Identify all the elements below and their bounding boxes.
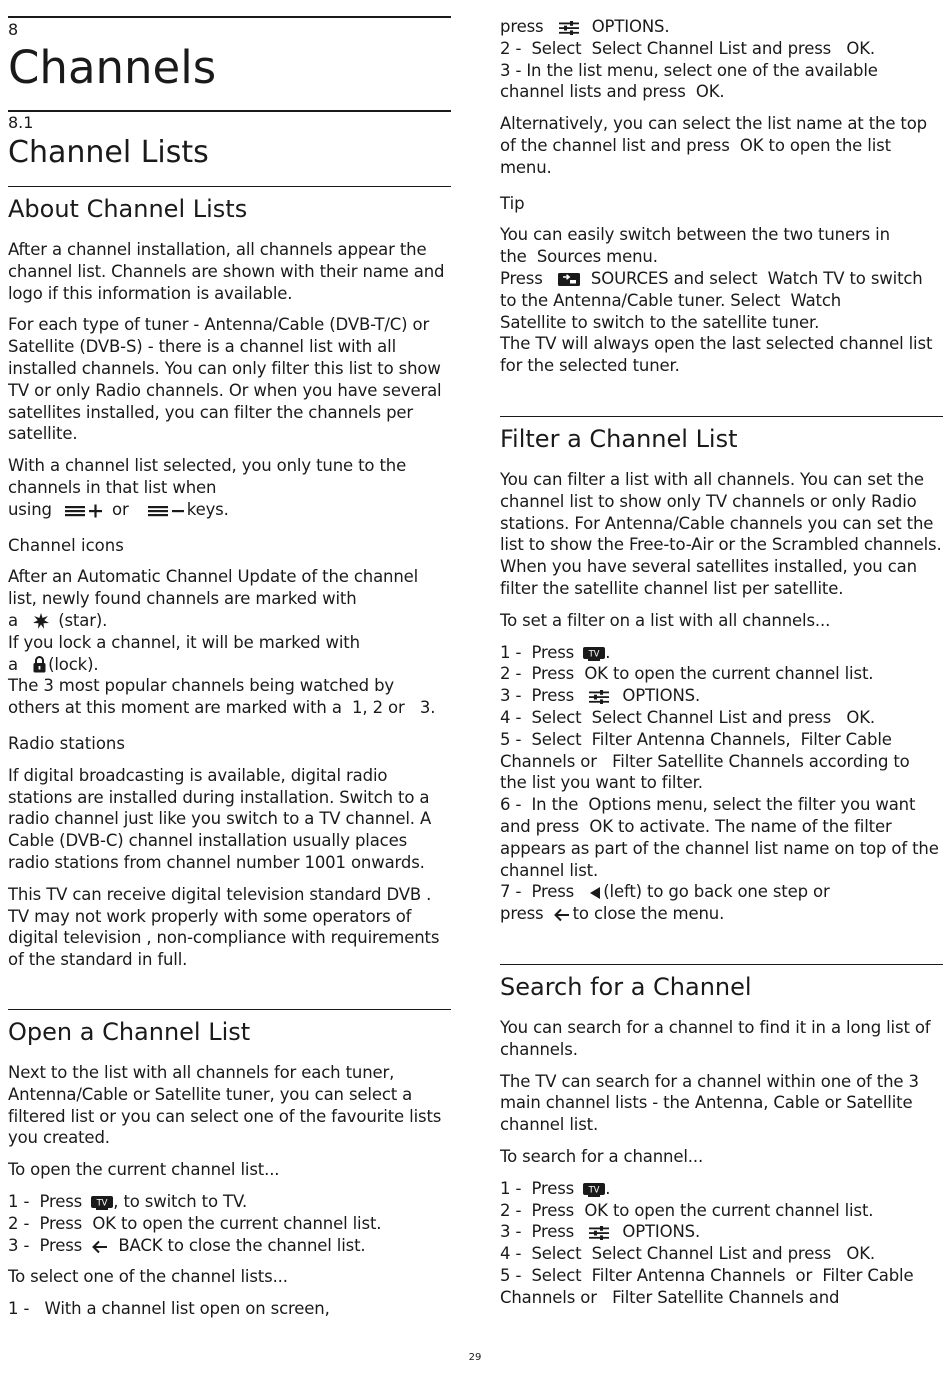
plus-icon (89, 504, 103, 518)
left-triangle-icon (589, 886, 601, 900)
filter-step-7: 7 - Press (left) to go back one step or (500, 882, 830, 902)
popular-2: 2 (372, 698, 383, 718)
about-heading: About Channel Lists (8, 195, 248, 223)
popular-1: 1 (352, 698, 363, 718)
open-select-step-3: 3 - In the list menu, select one of the available channel lists and press OK. (500, 60, 878, 102)
minus-icon (172, 504, 185, 518)
options-sliders-icon (559, 21, 579, 35)
search-step-5: 5 - Select Filter Antenna Channels or Filter Cable (500, 1265, 914, 1285)
search-step-4: 4 - Select Select Channel List and press OK. (500, 1244, 875, 1264)
popular-3: 3 (419, 698, 431, 718)
open-paragraph-2: To open the current channel list... (8, 1160, 280, 1180)
chapter-title: Channels (8, 41, 217, 94)
open-continued: press OPTIONS. 2 - Select Select Channel List and press OK. 3 - In the list menu, select one of the available channel lists and press OK. Alternatively, you can select the list name at the top of the channel list and press OK to open the list menu. Tip You can easily switch between the two tuners in the Sources menu. Press SOURCES and select Watch TV to switch to the Antenna/Cable tuner. Select Watch Satellite to switch to the satellite tuner. The TV will always open the last selected channel list for the selected tuner. (500, 16, 943, 377)
search-step-1: 1 - Press TV . (500, 1178, 611, 1198)
radio-paragraph-2: This TV can receive digital television standard DVB . TV may not work properly with some operators of digital television , non-compliance with requirements of the standard in full. (8, 884, 440, 970)
open-step-1: 1 - Press TV , to switch to TV. (8, 1191, 248, 1211)
lock-icon (33, 656, 46, 673)
radio-paragraph-1: If digital broadcasting is available, digital radio stations are installed during installation. Switch to a radio channel just like you switch to a TV channel. A Cable (DVB-C) channel installation usually places radio stations from channel number 1001 onwards. (8, 765, 432, 872)
about-paragraph-1: After a channel installation, all channels appear the channel list. Channels are shown with their name and logo if this information is available. (8, 240, 445, 303)
search-paragraph-1: You can search for a channel to find it in a long list of channels. (500, 1018, 931, 1059)
back-arrow-icon (91, 1240, 109, 1254)
tv-key-label: TV (96, 1198, 108, 1209)
filter-step-1: 1 - Press TV . (500, 642, 611, 662)
open-select-step-1: 1 - With a channel list open on screen, (8, 1299, 330, 1319)
tv-key-label: TV (588, 1185, 600, 1196)
sources-icon (558, 273, 580, 287)
open-rule (8, 1009, 451, 1010)
tip-title: Tip (500, 193, 525, 213)
filter-heading: Filter a Channel List (500, 425, 738, 453)
menu-icon (65, 504, 85, 518)
filter-step-5: 5 - Select Filter Antenna Channels, Filter Cable (500, 729, 892, 749)
section-rule (8, 110, 451, 112)
about-rule (8, 186, 451, 187)
section-number: 8.1 (8, 113, 34, 132)
section-title: Channel Lists (8, 135, 209, 170)
filter-step-2: 2 - Press OK to open the current channel list. (500, 664, 874, 684)
filter-step-4: 4 - Select Select Channel List and press OK. (500, 707, 875, 727)
open-body (8, 1062, 451, 1320)
about-paragraph-2: For each type of tuner - Antenna/Cable (DVB-T/C) or Satellite (DVB-S) - there is a channel list with all installed channels. You can only filter this list to show TV or only Radio channels. Or when you have several satellites installed, you can filter the channels per satellite. (8, 315, 442, 444)
search-paragraph-3: To search for a channel... (500, 1146, 704, 1166)
filter-paragraph-2: To set a filter on a list with all channels... (500, 610, 831, 630)
search-rule (500, 964, 943, 965)
search-paragraph-2: The TV can search for a channel within one of the 3 main channel lists - the Antenna, Cable or Satellite channel list. (500, 1071, 919, 1135)
about-keys-line: using or keys. (8, 499, 229, 519)
open-select-step-2: 2 - Select Select Channel List and press OK. (500, 38, 875, 58)
search-step-2: 2 - Press OK to open the current channel list. (500, 1200, 874, 1220)
menu-icon (148, 504, 168, 518)
radio-stations-title: Radio stations (8, 733, 125, 753)
open-heading: Open a Channel List (8, 1018, 251, 1046)
tv-key-label: TV (588, 649, 600, 660)
tv-key-icon (583, 1183, 605, 1197)
channel-icons-paragraph: After an Automatic Channel Update of the channel list, newly found channels are marked with (8, 567, 419, 609)
back-arrow-icon (553, 908, 571, 922)
filter-rule (500, 416, 943, 417)
open-alternative: Alternatively, you can select the list name at the top of the channel list and press OK to open the list menu. (500, 114, 928, 177)
search-step-3: 3 - Press OPTIONS. (500, 1222, 701, 1242)
options-sliders-icon (589, 1226, 609, 1240)
filter-step-6: 6 - In the Options menu, select the filter you want (500, 795, 916, 815)
filter-paragraph-1: You can filter a list with all channels. You can set the channel list to show only TV channels or only Radio stations. For Antenna/Cable channels you can set the list to show the Free-to-Air or the Scrambled channels. When you have several satellites installed, you can filter the satellite channel list per satellite. (500, 470, 942, 598)
channel-icons-title: Channel icons (8, 535, 124, 555)
filter-body: You can filter a list with all channels. You can set the channel list to show only TV channels or only Radio stations. For Antenna/Cable channels you can set the list to show the Free-to-Air or the Scrambled channels. When you have several satellites installed, you can filter the satellite channel list per satellite. To set a filter on a list with all channels... 1 - Press TV . 2 - Press OK to open the current channel list. 3 - Press OPTIONS. 4 - Select Select Channel List and press OK. 5 - Select Filter Antenna Channels, Filter Cable Channels or Filter Satellite Channels according to the list you want to filter. 6 - In the Options menu, select the filter you want and press OK to activate. The name of the filter appears as part of the channel list name on top of the channel list. 7 - Press (left) to go back one step or press to close the menu. (500, 470, 942, 924)
options-sliders-icon (589, 690, 609, 704)
chapter-number: 8 (8, 20, 19, 39)
star-icon (33, 613, 49, 629)
open-step-3: 3 - Press BACK to close the channel list. (8, 1235, 366, 1255)
filter-step-3: 3 - Press OPTIONS. (500, 686, 701, 706)
search-body: You can search for a channel to find it in a long list of channels. The TV can search for a channel within one of the 3 main channel lists - the Antenna, Cable or Satellite channel list. To search for a channel... 1 - Press TV . 2 - Press OK to open the current channel list. 3 - Press OPTIONS. 4 - Select Select Channel List and press OK. 5 - Select Filter Antenna Channels or Filter Cable Channels or Filter Satellite Channels and (500, 1017, 943, 1309)
about-paragraph-3: With a channel list selected, you only tune to the channels in that list when (8, 456, 407, 497)
open-step-2: 2 - Press OK to open the current channel list. (8, 1213, 382, 1233)
page-number: 29 (468, 1352, 482, 1363)
chapter-rule (8, 16, 451, 18)
tv-key-icon (91, 1196, 113, 1210)
tv-key-icon (583, 647, 605, 661)
about-body: After a channel installation, all channels appear the channel list. Channels are shown with their name and logo if this information is available. For each type of tuner - Antenna/Cable (DVB-T/C) or Satellite (DVB-S) - there is a channel list with all installed channels. You can only filter this list to show TV or only Radio channels. Or when you have several satellites installed, you can filter the channels per satellite. With a channel list selected, you only tune to the channels in that list when using or keys. Channel icons After an Automatic Channel Update of the channel list, newly found channels are marked with a (star). If you lock a channel, it will be marked with a (lock). The 3 most popular channels being watched by others at this moment are marked with a 1, 2 or 3. Radio stations If digital broadcasting is available, digital radio stations are installed during installation. Switch to a radio channel just like you switch to a TV channel. A Cable (DVB-C) channel installation usually places radio stations from channel number 1001 onwards. This TV can receive digital television standard DVB . TV may not work properly with some operators of digital television , non-compliance with requirements of the standard in full. (8, 239, 451, 971)
search-heading: Search for a Channel (500, 973, 752, 1001)
open-paragraph-3: To select one of the channel lists... (8, 1267, 288, 1287)
open-paragraph-1: Next to the list with all channels for each tuner, Antenna/Cable or Satellite tuner, you can select a filtered list or you can select one of the favourite lists you created. (8, 1063, 442, 1148)
